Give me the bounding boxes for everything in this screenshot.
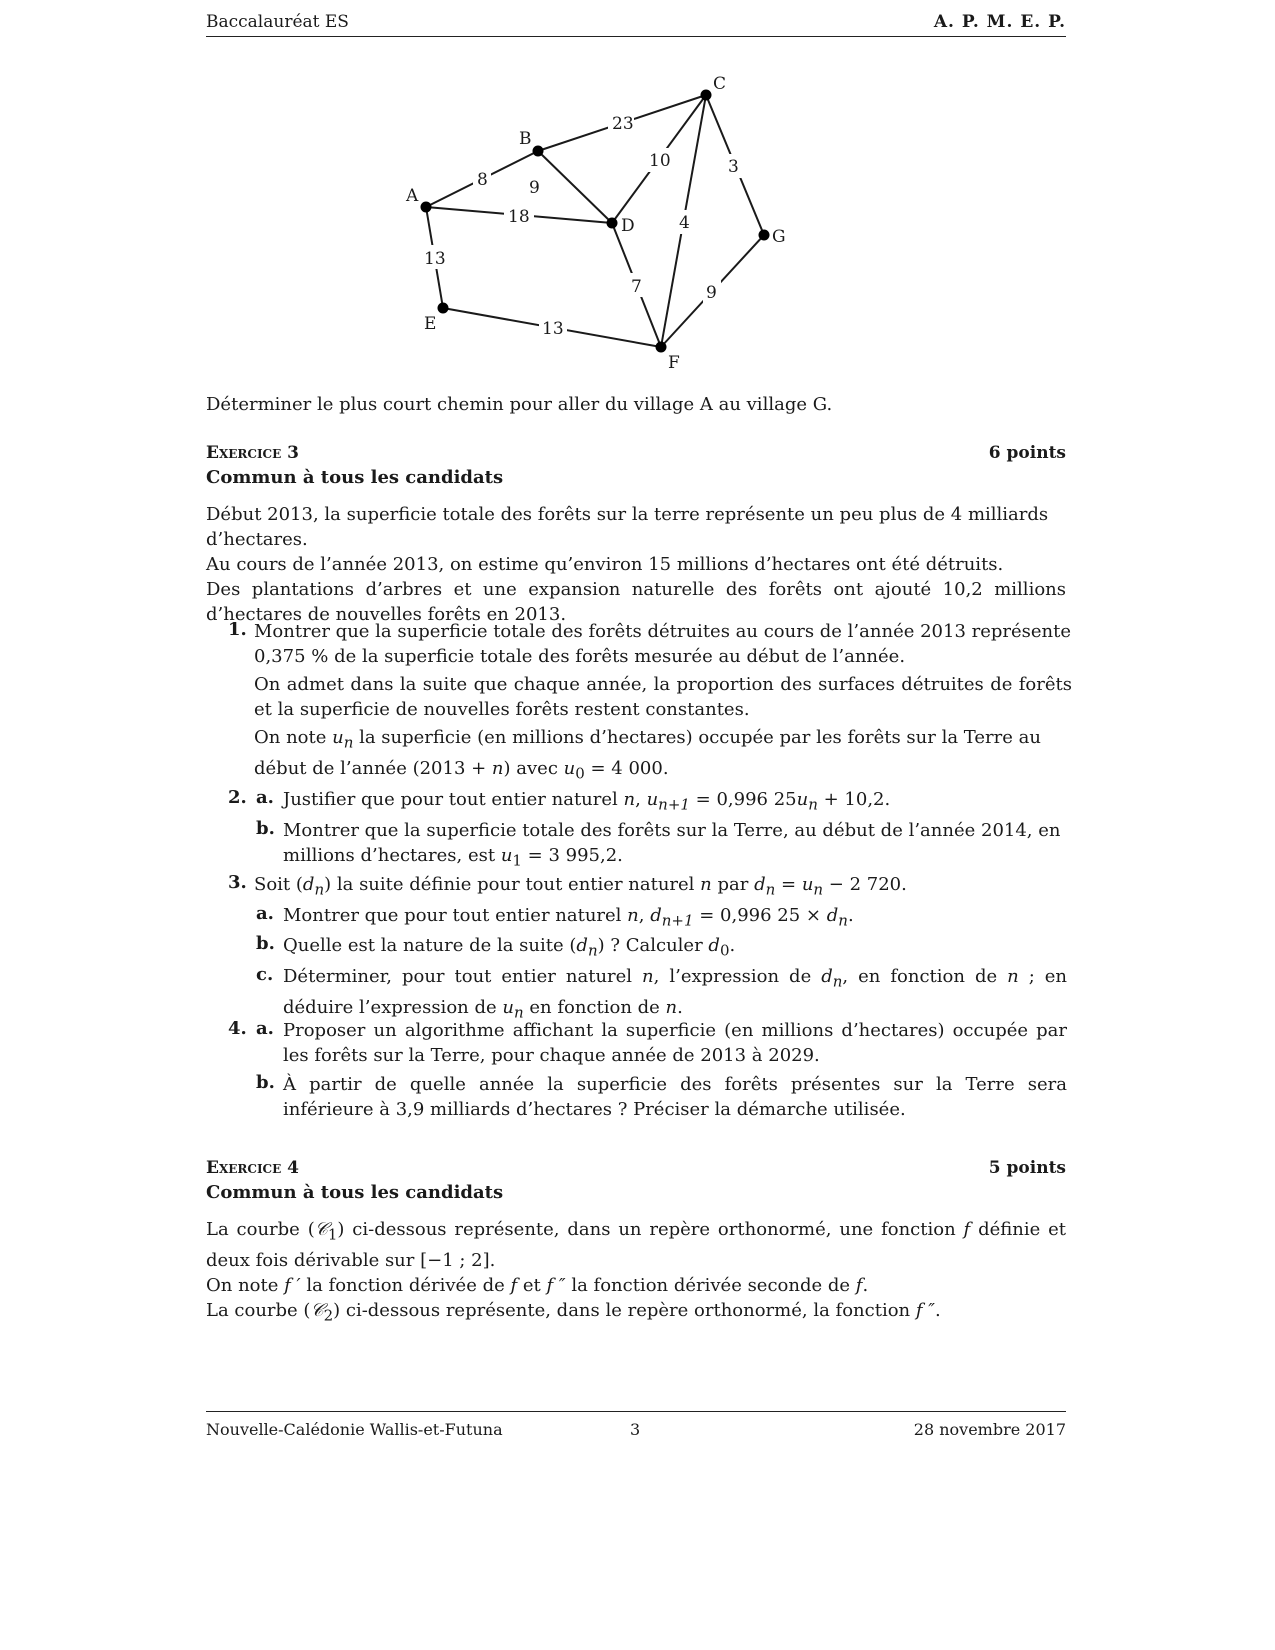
q2a-label: a.	[256, 787, 274, 808]
weight-ab: 8	[477, 170, 488, 190]
q2-number: 2.	[228, 787, 247, 808]
label-b: B	[519, 129, 532, 149]
weight-bc: 23	[612, 114, 634, 134]
village-graph	[206, 0, 1066, 400]
q3-number: 3.	[228, 872, 247, 893]
q3c-label: c.	[256, 964, 274, 985]
label-g: G	[772, 227, 786, 247]
ex3-intro-3: Des plantations d’arbres et une expansion naturelle des forêts ont ajouté 10,2 millions d’hectares de nouvelles forêts en 2013.	[206, 579, 1066, 625]
q2b: Montrer que la superficie totale des forêts sur la Terre, au début de l’année 2014, en millions d’hectares, est $u_1 = 3$ 995,2.	[283, 820, 1061, 870]
ex4-text	[206, 1217, 1066, 1328]
q2b-label: b.	[256, 818, 275, 839]
vertex-d	[607, 218, 618, 229]
ex3-intro	[206, 502, 1066, 627]
weight-ae: 13	[424, 249, 446, 269]
ex4-line-3: La courbe (𝒞$_2$) ci-dessous représente, dans le repère orthonormé, la fonction f ″.	[206, 1299, 941, 1325]
ex3-intro-2: Au cours de l’année 2013, on estime qu’environ 15 millions d’hectares ont été détruits.	[206, 554, 1004, 575]
q4a: Proposer un algorithme affichant la superficie (en millions d’hectares) occupée par les forêts sur la Terre, pour chaque année de 2013 à 2029.	[283, 1020, 1067, 1066]
header-right: A. P. M. E. P.	[933, 12, 1066, 32]
header-left: Baccalauréat ES	[206, 12, 349, 32]
q1	[254, 619, 1072, 786]
ex3-title: Exercice 3	[206, 443, 299, 463]
ex4-line-1: La courbe (𝒞$_1$) ci-dessous représente, dans un repère orthonormé, une fonction f définie et deux fois dérivable sur [−1 ; 2].	[206, 1219, 1066, 1271]
label-a: A	[406, 186, 419, 206]
q1-admit: On admet dans la suite que chaque année, la proportion des surfaces détruites de forêts et la superficie de nouvelles forêts restent constantes.	[254, 674, 1072, 720]
ex4-candidates: Commun à tous les candidats	[206, 1182, 504, 1203]
q3b-label: b.	[256, 933, 275, 954]
q3a: Montrer que pour tout entier naturel n, $d_{n+1} = 0,996$ $25 \times d_n$.	[283, 905, 854, 930]
footer-left: Nouvelle-Calédonie Wallis-et-Futuna	[206, 1420, 503, 1439]
q4-number: 4.	[228, 1018, 247, 1039]
ex4-title: Exercice 4	[206, 1158, 299, 1178]
ex4-line-2: On note f ′ la fonction dérivée de f et f ″ la fonction dérivée seconde de f.	[206, 1274, 869, 1296]
label-c: C	[713, 74, 727, 94]
q4b: À partir de quelle année la superficie des forêts présentes sur la Terre sera inférieure à 3,9 milliards d’hectares ? Préciser la démarche utilisée.	[283, 1074, 1067, 1120]
ex3-candidates: Commun à tous les candidats	[206, 467, 504, 488]
footer-date: 28 novembre 2017	[913, 1420, 1066, 1439]
weight-cg: 3	[728, 157, 739, 177]
q1-note: On note $u_n$ la superficie (en millions d’hectares) occupée par les forêts sur la Terre au début de l’année (2013 + n) avec $u_0 = 4$ 000.	[254, 727, 1041, 783]
weight-ef: 13	[542, 319, 564, 339]
page-footer	[206, 1411, 1066, 1439]
q4a-label: a.	[256, 1018, 274, 1039]
weight-ad: 18	[508, 207, 530, 227]
weight-df: 7	[631, 277, 642, 297]
q3a-label: a.	[256, 903, 274, 924]
weight-bd: 9	[529, 178, 540, 198]
weight-cf: 4	[679, 213, 690, 233]
vertex-b	[533, 146, 544, 157]
ex3-points: 6 points	[988, 443, 1066, 463]
ex3-header	[206, 443, 1066, 463]
vertex-c	[701, 90, 712, 101]
label-e: E	[424, 314, 437, 334]
weight-cd: 10	[649, 151, 671, 171]
weight-fg: 9	[706, 283, 717, 303]
ex3-intro-1: Début 2013, la superficie totale des forêts sur la terre représente un peu plus de 4 milliards d’hectares.	[206, 504, 1049, 550]
q1-number: 1.	[228, 619, 247, 640]
q3: Soit $(d_n)$ la suite définie pour tout entier naturel n par $d_n = u_n - 2$ 720.	[254, 874, 907, 899]
page-number: 3	[630, 1420, 641, 1439]
label-f: F	[668, 353, 680, 373]
vertex-f	[656, 342, 667, 353]
q4b-label: b.	[256, 1072, 275, 1093]
graph-question: Déterminer le plus court chemin pour aller du village A au village G.	[206, 394, 833, 415]
vertex-g	[759, 230, 770, 241]
edge-bd	[538, 151, 612, 223]
vertex-a	[421, 202, 432, 213]
q3c: Déterminer, pour tout entier naturel n, l’expression de $d_n$, en fonction de n ; en déduire l’expression de $u_n$ en fonction de n.	[283, 966, 1067, 1022]
label-d: D	[621, 216, 635, 236]
q3b: Quelle est la nature de la suite $(d_n)$ ? Calculer $d_0$.	[283, 935, 736, 960]
ex4-points: 5 points	[988, 1158, 1066, 1178]
q1-text: Montrer que la superficie totale des forêts détruites au cours de l’année 2013 représente 0,375 % de la superficie totale des forêts mesurée au début de l’année.	[254, 621, 1072, 667]
ex4-header	[206, 1158, 1066, 1178]
q2a: Justifier que pour tout entier naturel n, $u_{n+1} = 0,996$ $25u_n + 10,2$.	[283, 789, 891, 814]
vertex-e	[438, 303, 449, 314]
